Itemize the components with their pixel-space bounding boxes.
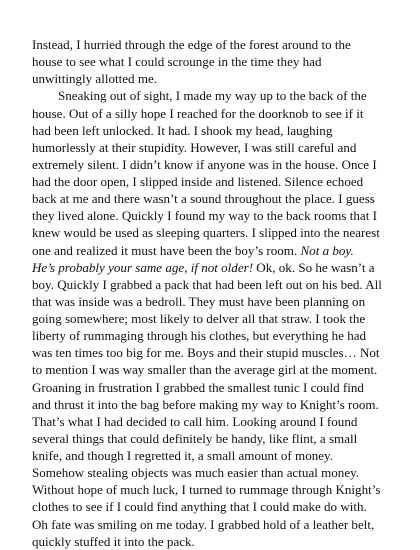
text-line: several things that could definitely be handy, like flint, a small: [32, 430, 358, 446]
body-text: [32, 36, 389, 550]
text-line: and thrust it into the bag before making my way to Knight’s room.: [32, 396, 379, 412]
text-line: unwittingly allotted me.: [32, 71, 158, 87]
text-line: back at me and there wasn’t a sound throughout the place. I guess: [32, 191, 375, 207]
text-line: Instead, I hurried through the edge of the forest around to the: [32, 37, 351, 52]
text-line: going somewhere; most likely to delver all that straw. I took the: [32, 311, 366, 326]
italic-run: He’s probably your same age, if not older!: [32, 259, 254, 275]
text-line: house. Out of a silly hope I reached for the doorknob to see if it: [32, 105, 364, 121]
italic-run: Not a boy.: [300, 242, 354, 258]
text-line: they lived alone. Quickly I found my way to the back rooms that I: [32, 208, 377, 224]
text-line: Sneaking out of sight, I made my way up to the back of the: [58, 88, 367, 104]
text-line: humorlessly at their stupidity. However, I was still careful and: [32, 139, 357, 155]
text-line: was ten times too big for me. Boys and their stupid muscles… Not: [32, 345, 380, 361]
text-line: Groaning in frustration I grabbed the smallest tunic I could find: [32, 379, 364, 395]
text-line: boy. Quickly I grabbed a pack that had been left out on his bed. All: [32, 276, 382, 292]
text-line: Without hope of much luck, I turned to rummage through Knight’s: [32, 482, 381, 498]
text-line: knew would be used as sleeping quarters. I slipped into the nearest: [32, 225, 380, 241]
text-line: extremely silent. I didn’t know if anyone was in the house. Once I: [32, 156, 377, 172]
text-line: to mention I was way smaller than the average girl at the moment.: [32, 362, 378, 378]
text-line: had been left unlocked. It had. I shook my head, laughing: [32, 122, 333, 138]
text-line-mixed: [32, 259, 389, 276]
text-line: house to see what I could scrounge in the time they had: [32, 54, 322, 70]
text-line: knife, and though I regretted it, a small amount of money.: [32, 448, 333, 463]
text-line: That’s what I had decided to call him. Looking around I found: [32, 413, 358, 429]
text-line: that was inside was a bedroll. They must have been planning on: [32, 293, 366, 309]
text-line: Oh fate was smiling on me today. I grabbed hold of a leather belt,: [32, 516, 375, 532]
text-run: Ok, ok. So he wasn’t a: [253, 259, 375, 275]
text-line: Somehow stealing objects was much easier than actual money.: [32, 465, 360, 481]
text-line: quickly stuffed it into the pack.: [32, 533, 195, 549]
paragraph-1: [32, 36, 389, 87]
text-line: liberty of rummaging through his clothes, but everything he had: [32, 328, 367, 344]
paragraph-2: [32, 87, 389, 549]
text-line: clothes to see if I could find anything that I could make do with.: [32, 499, 367, 515]
text-line: had the door open, I slipped inside and listened. Silence echoed: [32, 174, 364, 189]
text-run: one and realized it must have been the boy’s room.: [32, 242, 301, 258]
text-line-mixed: [32, 242, 389, 259]
